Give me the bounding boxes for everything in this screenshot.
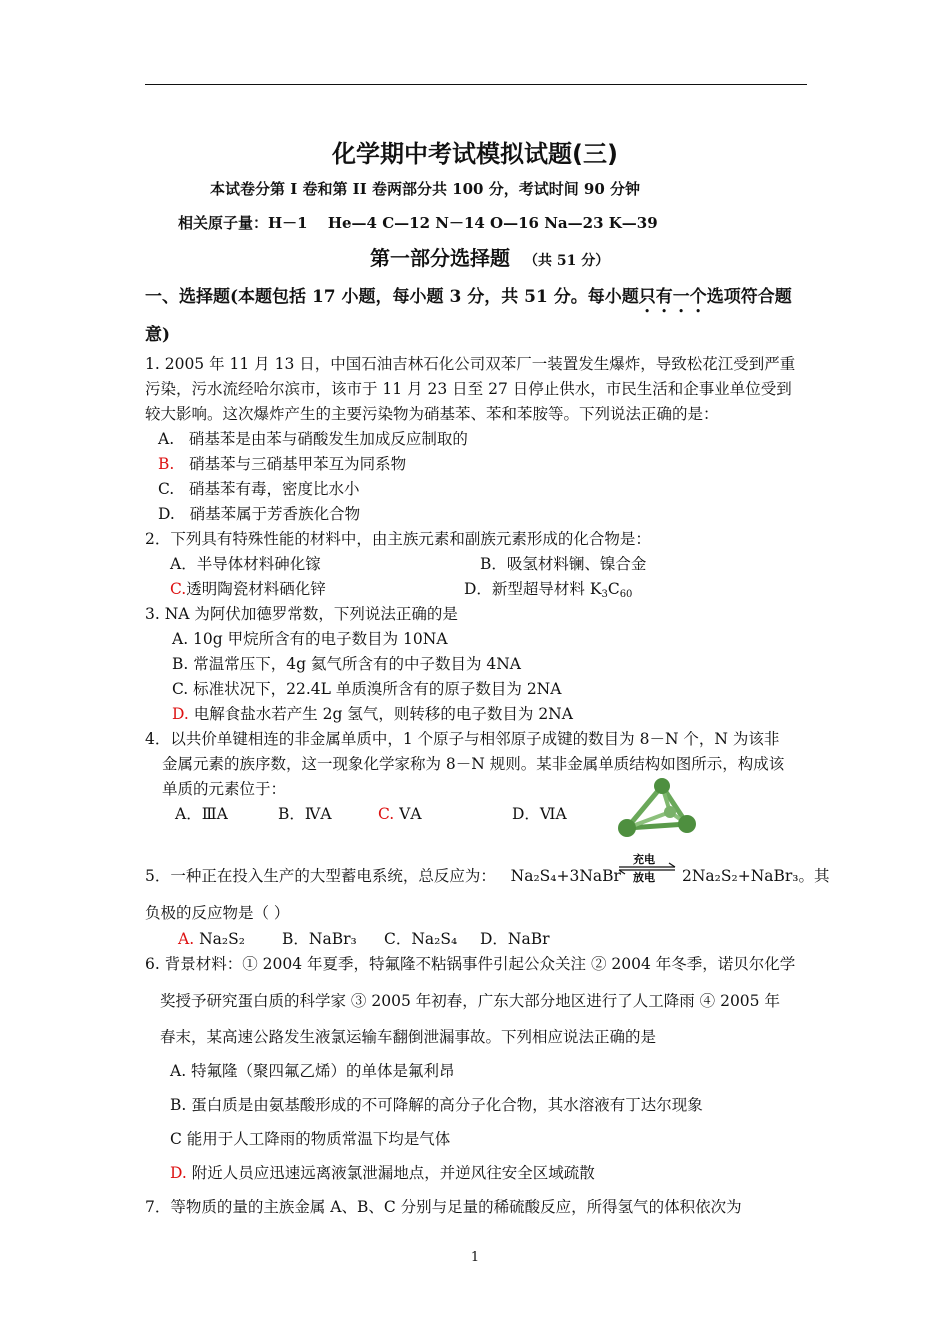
q3-option-b: B. 常温常压下，4g 氦气所含有的中子数目为 4NA <box>172 655 522 673</box>
q2-d-sub2: 60 <box>619 589 633 600</box>
q2-d-mid: C <box>607 580 620 598</box>
part1-heading <box>370 242 609 271</box>
q1-a-label: A. <box>158 430 175 448</box>
q2-option-b: B．吸氢材料镧、镍合金 <box>480 555 647 573</box>
q5-products: 2Na₂S₂+NaBr₃。其 <box>682 867 830 885</box>
q6-option-b: B. 蛋白质是由氨基酸形成的不可降解的高分子化合物，其水溶液有丁达尔现象 <box>170 1096 703 1114</box>
section1-line1-post: 选项符合题 <box>706 287 792 307</box>
q1-a-text: 硝基苯是由苯与硝酸发生加成反应制取的 <box>188 430 468 448</box>
section1-emphasis: 只有一个 <box>638 287 707 307</box>
section1-heading-cont: 意) <box>145 325 171 345</box>
exam-subtitle: 本试卷分第 I 卷和第 II 卷两部分共 100 分，考试时间 90 分钟 <box>210 180 641 198</box>
page-number: 1 <box>470 1250 480 1265</box>
q4-option-c <box>378 804 422 824</box>
q5-option-b: B．NaBr₃ <box>282 930 357 948</box>
q1-c-label: C. <box>158 480 175 498</box>
q5-option-d: D．NaBr <box>480 930 550 948</box>
q5-option-c: C．Na₂S₄ <box>384 930 458 948</box>
atomic-masses: 相关原子量：H－1 He—4 C—12 N－14 O—16 Na—23 K—39 <box>178 214 658 232</box>
q2-option-a: A．半导体材料砷化镓 <box>170 555 321 573</box>
part1-title: 第一部分选择题 <box>370 246 510 270</box>
q2-c-text: 透明陶瓷材料硒化锌 <box>186 580 326 598</box>
q4-option-a: A．ⅢA <box>175 805 228 823</box>
q1-b-text: 硝基苯与三硝基甲苯互为同系物 <box>189 455 407 473</box>
q1-option-b <box>158 454 406 474</box>
section1-line1-pre: 一、选择题(本题包括 17 小题，每小题 3 分，共 51 分。每小题 <box>145 287 639 307</box>
q3-option-c: C. 标准状况下，22.4L 单质溴所含有的原子数目为 2NA <box>172 680 562 698</box>
reversible-arrow <box>613 850 681 884</box>
q4-stem-line1: 4．以共价单键相连的非金属单质中，1 个原子与相邻原子成键的数目为 8－N 个，N 为该非 <box>145 730 780 748</box>
q4-stem-line2: 金属元素的族序数，这一现象化学家称为 8－N 规则。某非金属单质结构如图所示，构成该 <box>162 755 785 773</box>
q5-stem <box>145 866 621 886</box>
q6-stem-line2: 奖授予研究蛋白质的科学家 ③ 2005 年初春，广东大部分地区进行了人工降雨 ④ 2005 年 <box>160 992 780 1010</box>
header-rule <box>145 84 807 85</box>
q1-d-text: 硝基苯属于芳香族化合物 <box>189 505 361 523</box>
q5-a-label: A. <box>178 930 195 948</box>
q4-option-b: B．ⅣA <box>278 805 332 823</box>
q3-stem: 3. NA 为阿伏加德罗常数，下列说法正确的是 <box>145 605 458 623</box>
q4-option-d: D．ⅥA <box>512 805 567 823</box>
section1-heading <box>145 282 792 317</box>
q3-d-text: 电解食盐水若产生 2g 氢气，则转移的电子数目为 2NA <box>193 705 573 723</box>
q6-stem-line1: 6. 背景材料：① 2004 年夏季，特氟隆不粘锅事件引起公众关注 ② 2004 年冬季，诺贝尔化学 <box>145 955 796 973</box>
arrow-charge-label: 充电 <box>633 853 655 866</box>
q6-option-c: C 能用于人工降雨的物质常温下均是气体 <box>170 1130 451 1148</box>
arrow-discharge-label: 放电 <box>633 871 655 884</box>
q1-stem-line2: 污染，污水流经哈尔滨市，该市于 11 月 23 日至 27 日停止供水，市民生活和企事业单位受到 <box>145 380 792 398</box>
exam-title: 化学期中考试模拟试题(三) <box>332 140 618 168</box>
q2-stem: 2．下列具有特殊性能的材料中，由主族元素和副族元素形成的化合物是： <box>145 530 651 548</box>
q5-stem-pre: 5．一种正在投入生产的大型蓄电系统，总反应为： <box>145 867 496 885</box>
q1-option-d <box>158 504 360 524</box>
part1-points: （共 51 分） <box>524 253 610 269</box>
q1-d-label: D. <box>158 505 175 523</box>
q6-option-d <box>170 1163 595 1183</box>
q2-option-c <box>170 579 326 599</box>
q3-d-label: D. <box>172 705 189 723</box>
q6-d-text: 附近人员应迅速远离液氯泄漏地点，并逆风往安全区域疏散 <box>191 1164 595 1182</box>
q5-reactants: Na₂S₄+3NaBr <box>510 867 621 885</box>
q3-option-d <box>172 704 573 724</box>
q2-d-pre: D．新型超导材料 K <box>464 580 602 598</box>
q6-option-a: A. 特氟隆（聚四氟乙烯）的单体是氟利昂 <box>170 1062 455 1080</box>
q2-option-d <box>464 579 632 599</box>
q1-b-label: B. <box>158 455 175 473</box>
q6-stem-line3: 春末，某高速公路发生液氯运输车翻倒泄漏事故。下列相应说法正确的是 <box>160 1028 657 1046</box>
q2-c-label: C. <box>170 580 187 598</box>
q4-c-text: ⅤA <box>399 805 422 823</box>
q5-option-a <box>178 929 245 949</box>
q1-stem-line1: 1. 2005 年 11 月 13 日，中国石油吉林石化公司双苯厂一装置发生爆炸，导致松花江受到严重 <box>145 355 796 373</box>
q4-c-label: C. <box>378 805 395 823</box>
q1-stem-line3: 较大影响。这次爆炸产生的主要污染物为硝基苯、苯和苯胺等。下列说法正确的是： <box>145 405 719 423</box>
q7-stem-line1: 7．等物质的量的主族金属 A、B、C 分别与足量的稀硫酸反应，所得氢气的体积依次为 <box>145 1198 742 1216</box>
tetrahedral-structure-image <box>615 776 715 846</box>
q1-option-a <box>158 429 468 449</box>
q6-d-label: D. <box>170 1164 187 1182</box>
q1-c-text: 硝基苯有毒，密度比水小 <box>189 480 360 498</box>
q5-stem-line2: 负极的反应物是（ ） <box>145 904 290 922</box>
q2-d-sub1: 3 <box>601 589 608 600</box>
q3-option-a: A. 10g 甲烷所含有的电子数目为 10NA <box>172 630 448 648</box>
q4-stem-line3: 单质的元素位于： <box>162 780 287 798</box>
q5-a-text: Na₂S₂ <box>199 930 245 948</box>
q1-option-c <box>158 479 360 499</box>
